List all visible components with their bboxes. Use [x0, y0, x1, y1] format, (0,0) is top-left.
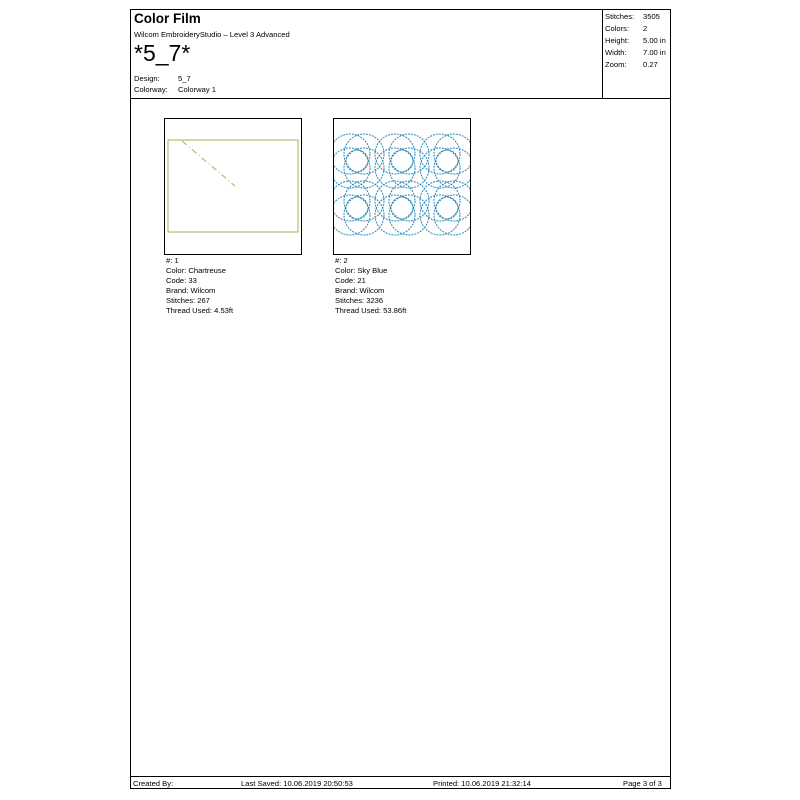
stat-label: Height: [605, 36, 630, 45]
design-name-large: *5_7* [134, 40, 191, 66]
stat-label: Colors: [605, 24, 630, 33]
report-footer [131, 776, 670, 789]
swatch-color: Color: Sky Blue [335, 266, 388, 275]
stat-value: 5.00 in [643, 36, 666, 45]
swatch-number: #: 1 [166, 256, 179, 265]
report-header [131, 10, 670, 99]
stat-zoom [605, 60, 658, 69]
rosette-ring [434, 148, 470, 188]
swatch-1-outline [168, 140, 298, 232]
color-swatch-2-preview [333, 118, 471, 255]
swatch-stitches: Stitches: 267 [166, 296, 210, 305]
swatch-thread: Thread Used: 53.86ft [335, 306, 407, 315]
stat-label: Width: [605, 48, 627, 57]
rosette-center [436, 150, 458, 172]
stats-panel [603, 10, 670, 98]
color-swatch-1-info [166, 256, 233, 316]
chartreuse-stitch-preview [165, 119, 301, 254]
rosette-ring [434, 195, 470, 235]
software-name: Wilcom EmbroideryStudio – Level 3 Advanced [134, 30, 290, 39]
rosette-center [346, 197, 368, 219]
rosette-center [391, 197, 413, 219]
stat-value: 3505 [643, 12, 660, 21]
design-value: 5_7 [178, 74, 191, 83]
colorway-value: Colorway 1 [178, 85, 216, 94]
stat-value: 2 [643, 24, 648, 33]
stat-height [605, 36, 666, 45]
swatch-1-diagonal [182, 141, 235, 186]
sky-blue-stitch-preview [334, 119, 470, 254]
design-row [134, 74, 191, 83]
color-swatch-1-preview [164, 118, 302, 255]
swatch-thread: Thread Used: 4.53ft [166, 306, 234, 315]
swatch-brand: Brand: Wilcom [166, 286, 216, 295]
report-title: Color Film [134, 11, 201, 26]
header-info-panel [131, 10, 603, 98]
swatch-color: Color: Chartreuse [166, 266, 226, 275]
rosette-center [436, 197, 458, 219]
colorway-label: Colorway: [134, 85, 168, 94]
stat-colors [605, 24, 647, 33]
stat-value: 7.00 in [643, 48, 666, 57]
print-preview-page [130, 9, 671, 789]
swatch-brand: Brand: Wilcom [335, 286, 385, 295]
stat-label: Zoom: [605, 60, 627, 69]
design-label: Design: [134, 74, 160, 83]
swatch-number: #: 2 [335, 256, 348, 265]
stat-value: 0.27 [643, 60, 658, 69]
footer-printed: Printed: 10.06.2019 21:32:14 [433, 779, 531, 788]
rosette-ring [434, 134, 470, 174]
footer-page-number: Page 3 of 3 [623, 779, 662, 788]
colorway-row [134, 85, 216, 94]
swatch-code: Code: 33 [166, 276, 197, 285]
footer-last-saved: Last Saved: 10.06.2019 20:50:53 [241, 779, 353, 788]
footer-created-by: Created By: [133, 779, 174, 788]
stat-width [605, 48, 666, 57]
color-swatch-2-info [335, 256, 406, 316]
rosette-center [391, 150, 413, 172]
rosette-ring [434, 181, 470, 221]
stat-stitches [605, 12, 660, 21]
rosette-center [346, 150, 368, 172]
swatch-code: Code: 21 [335, 276, 366, 285]
stat-label: Stitches: [605, 12, 635, 21]
swatch-stitches: Stitches: 3236 [335, 296, 384, 305]
